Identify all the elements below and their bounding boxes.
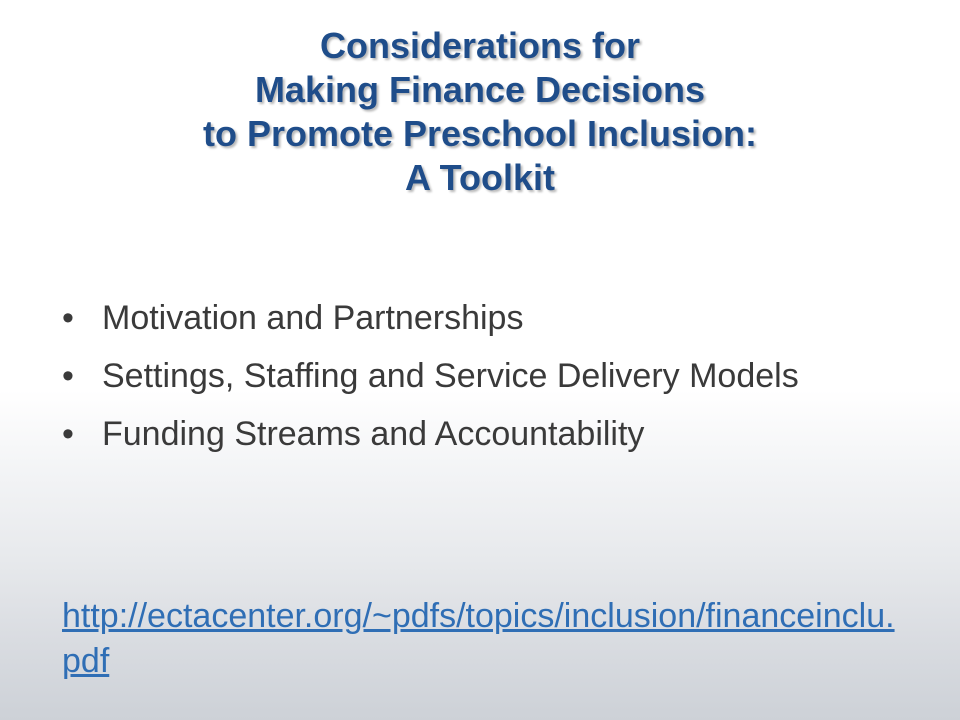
title-line-3: to Promote Preschool Inclusion:	[202, 113, 758, 154]
bullet-item-settings	[62, 356, 922, 396]
bullet-text: Settings, Staffing and Service Delivery Models	[102, 357, 799, 395]
bullet-dot: •	[62, 415, 74, 453]
bullet-item-motivation	[62, 298, 922, 338]
title-line-4: A Toolkit	[405, 157, 555, 198]
title-line-2: Making Finance Decisions	[254, 69, 706, 110]
toolkit-link[interactable]: http://ectacenter.org/~pdfs/topics/inclusion/financeinclu.pdf	[62, 597, 895, 680]
bullet-text: Funding Streams and Accountability	[102, 415, 645, 453]
bullet-text: Motivation and Partnerships	[102, 299, 524, 337]
bullet-list	[62, 298, 922, 472]
bullet-item-funding	[62, 414, 922, 454]
slide-title	[0, 24, 960, 200]
bullet-dot: •	[62, 299, 74, 337]
title-line-1: Considerations for	[319, 25, 641, 66]
bullet-dot: •	[62, 357, 74, 395]
